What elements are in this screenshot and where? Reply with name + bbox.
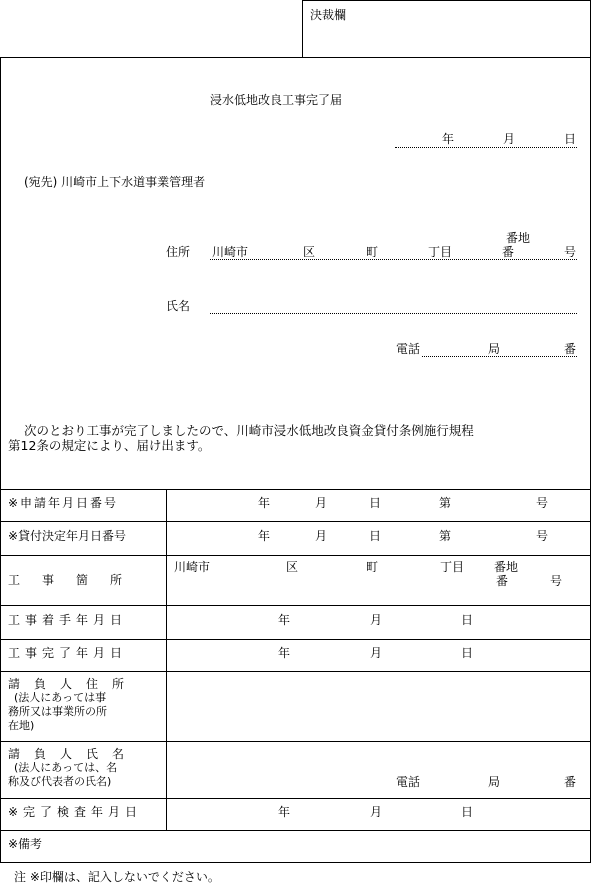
row7-kyoku: 局	[488, 775, 501, 789]
row2-dai: 第	[439, 529, 452, 543]
row3-machi: 町	[366, 560, 379, 574]
row-application-label: ※申請年月日番号	[8, 496, 119, 510]
address-chome: 丁目	[428, 245, 453, 259]
row-contractor-name-note1: (法人にあっては、名	[14, 761, 118, 774]
row1-go: 号	[536, 496, 549, 510]
row1-dai: 第	[439, 496, 452, 510]
row7-ban: 番	[564, 775, 577, 789]
table-line	[0, 639, 591, 640]
date-month: 月	[503, 132, 516, 146]
date-year: 年	[442, 132, 455, 146]
row1-nen: 年	[258, 496, 271, 510]
row-contractor-address-note3: 在地)	[8, 719, 35, 732]
row5-tsuki: 月	[370, 646, 383, 660]
footer-note: 注 ※印欄は、記入しないでください。	[14, 870, 220, 884]
row3-banchi: 番地	[494, 560, 519, 574]
table-line	[0, 605, 591, 606]
row-construction-site-label: 工事箇所	[8, 573, 145, 587]
row2-hi: 日	[369, 529, 382, 543]
row-remarks-label: ※備考	[8, 837, 43, 851]
row-contractor-address-note1: (法人にあっては事	[14, 691, 107, 704]
row2-nen: 年	[258, 529, 271, 543]
row1-hi: 日	[369, 496, 382, 510]
row3-go: 号	[550, 574, 563, 588]
row3-city: 川崎市	[174, 560, 211, 574]
table-line	[0, 489, 591, 490]
row5-nen: 年	[278, 646, 291, 660]
row3-ban: 番	[496, 574, 509, 588]
table-line	[0, 671, 591, 672]
addressee: (宛先) 川崎市上下水道事業管理者	[24, 175, 206, 189]
row8-hi: 日	[461, 805, 474, 819]
row-loan-decision-label: ※貸付決定年月日番号	[8, 529, 127, 543]
address-ban: 番	[502, 245, 515, 259]
name-label: 氏名	[166, 299, 191, 313]
row-contractor-name-note2: 称及び代表者の氏名)	[8, 775, 112, 788]
row2-tsuki: 月	[315, 529, 328, 543]
row4-tsuki: 月	[370, 613, 383, 627]
address-ku: 区	[303, 245, 316, 259]
row-construction-start-label: 工事着手年月日	[8, 613, 128, 627]
row-construction-complete-label: 工事完了年月日	[8, 646, 128, 660]
statement-line2: 第12条の規定により、届け出ます。	[8, 438, 211, 453]
address-machi: 町	[366, 245, 379, 259]
row2-go: 号	[536, 529, 549, 543]
statement-line1: 次のとおり工事が完了しましたので、川崎市浸水低地改良資金貸付条例施行規程	[24, 423, 474, 438]
phone-kyoku: 局	[488, 342, 501, 356]
row5-hi: 日	[461, 646, 474, 660]
row8-nen: 年	[278, 805, 291, 819]
form-title: 浸水低地改良工事完了届	[210, 93, 343, 107]
row3-ku: 区	[286, 560, 299, 574]
table-line	[0, 798, 591, 799]
phone-label: 電話	[396, 342, 421, 356]
address-go: 号	[564, 245, 577, 259]
row-contractor-name-label: 請負人氏名	[8, 747, 139, 761]
row4-nen: 年	[278, 613, 291, 627]
row7-phone-label: 電話	[396, 775, 421, 789]
table-line	[0, 830, 591, 831]
address-underline	[210, 259, 577, 260]
row4-hi: 日	[461, 613, 474, 627]
row-contractor-address-label: 請負人住所	[8, 677, 139, 691]
address-banchi: 番地	[506, 231, 531, 245]
row-inspection-label: ※完了検査年月日	[8, 805, 143, 819]
table-line	[0, 741, 591, 742]
phone-underline	[422, 356, 577, 357]
date-underline	[395, 147, 577, 148]
table-line	[0, 555, 591, 556]
table-line	[0, 521, 591, 522]
date-day: 日	[564, 132, 577, 146]
phone-ban: 番	[564, 342, 577, 356]
row8-tsuki: 月	[370, 805, 383, 819]
address-label: 住所	[166, 245, 191, 259]
name-underline	[210, 313, 577, 314]
address-city: 川崎市	[212, 245, 249, 259]
row1-tsuki: 月	[315, 496, 328, 510]
table-divider	[166, 489, 167, 830]
approval-label: 決裁欄	[310, 8, 347, 22]
row-contractor-address-note2: 務所又は事業所の所	[8, 705, 107, 718]
row3-chome: 丁目	[440, 560, 465, 574]
